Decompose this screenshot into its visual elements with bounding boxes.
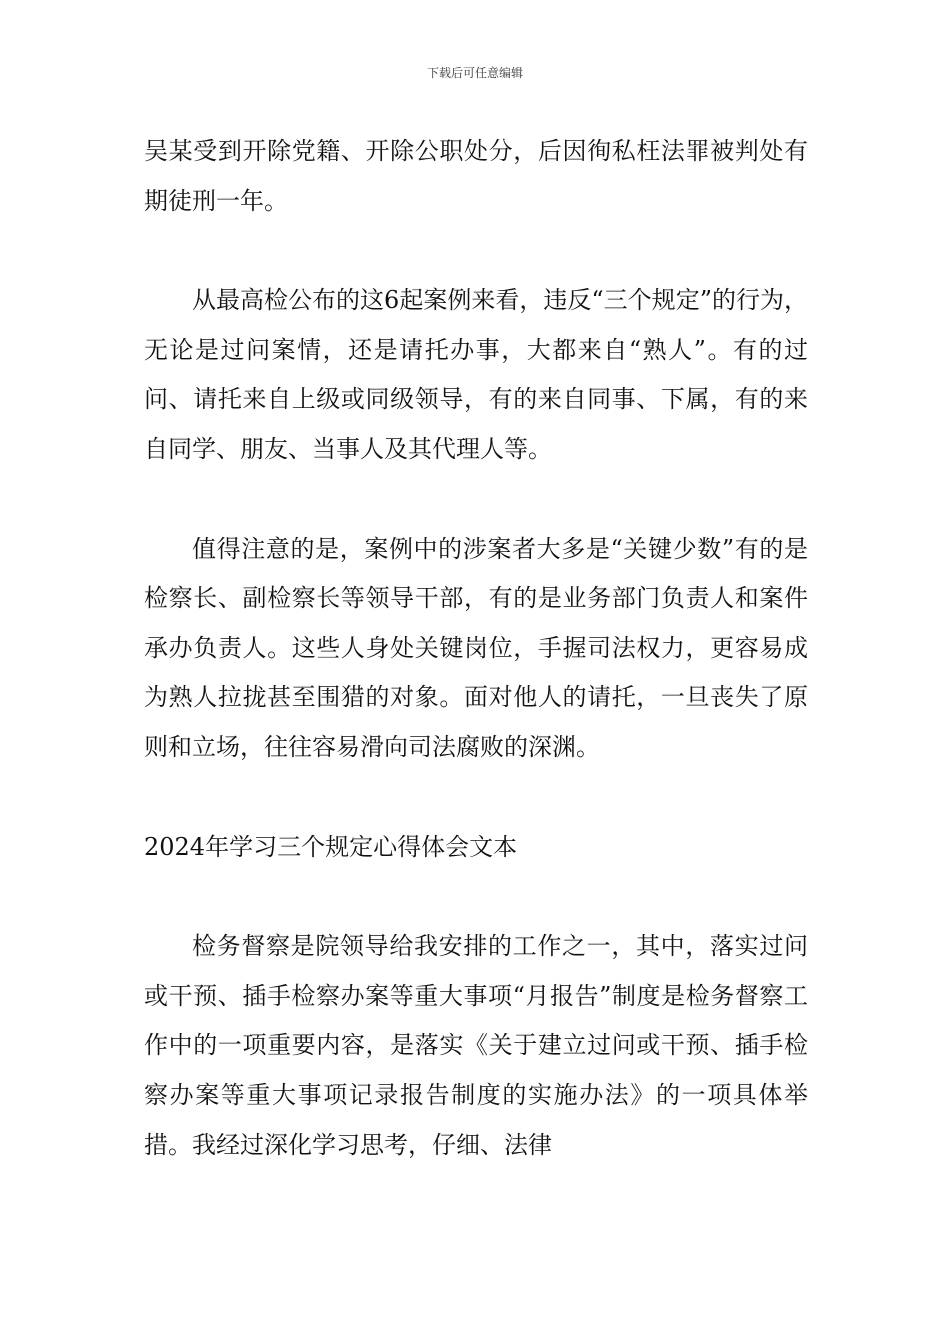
- paragraph-cases-analysis: 从最高检公布的这6起案例来看，违反“三个规定”的行为，无论是过问案情，还是请托办事，大都来自“熟人”。有的过问、请托来自上级或同级领导，有的来自同事、下属，有的来自同学、朋友、当事人及其代理人等。: [144, 286, 808, 463]
- paragraph-key-minority: 值得注意的是，案例中的涉案者大多是“关键少数”有的是检察长、副检察长等领导干部，有的是业务部门负责人和案件承办负责人。这些人身处关键岗位，手握司法权力，更容易成为熟人拉拢甚至围猎的对象。面对他人的请托，一旦丧失了原则和立场，往往容易滑向司法腐败的深渊。: [144, 534, 808, 761]
- paragraph-continuation: 吴某受到开除党籍、开除公职处分，后因徇私枉法罪被判处有期徒刑一年。: [144, 137, 808, 215]
- document-body: [144, 127, 808, 1220]
- paragraph-inspection-work: 检务督察是院领导给我安排的工作之一，其中，落实过问或干预、插手检察办案等重大事项“月报告”制度是检务督察工作中的一项重要内容，是落实《关于建立过问或干预、插手检察办案等重大事项记录报告制度的实施办法》的一项具体举措。我经过深化学习思考，仔细、法律: [144, 932, 808, 1159]
- page-header: 下载后可任意编辑: [426, 66, 523, 80]
- section-title: 2024年学习三个规定心得体会文本: [144, 832, 518, 861]
